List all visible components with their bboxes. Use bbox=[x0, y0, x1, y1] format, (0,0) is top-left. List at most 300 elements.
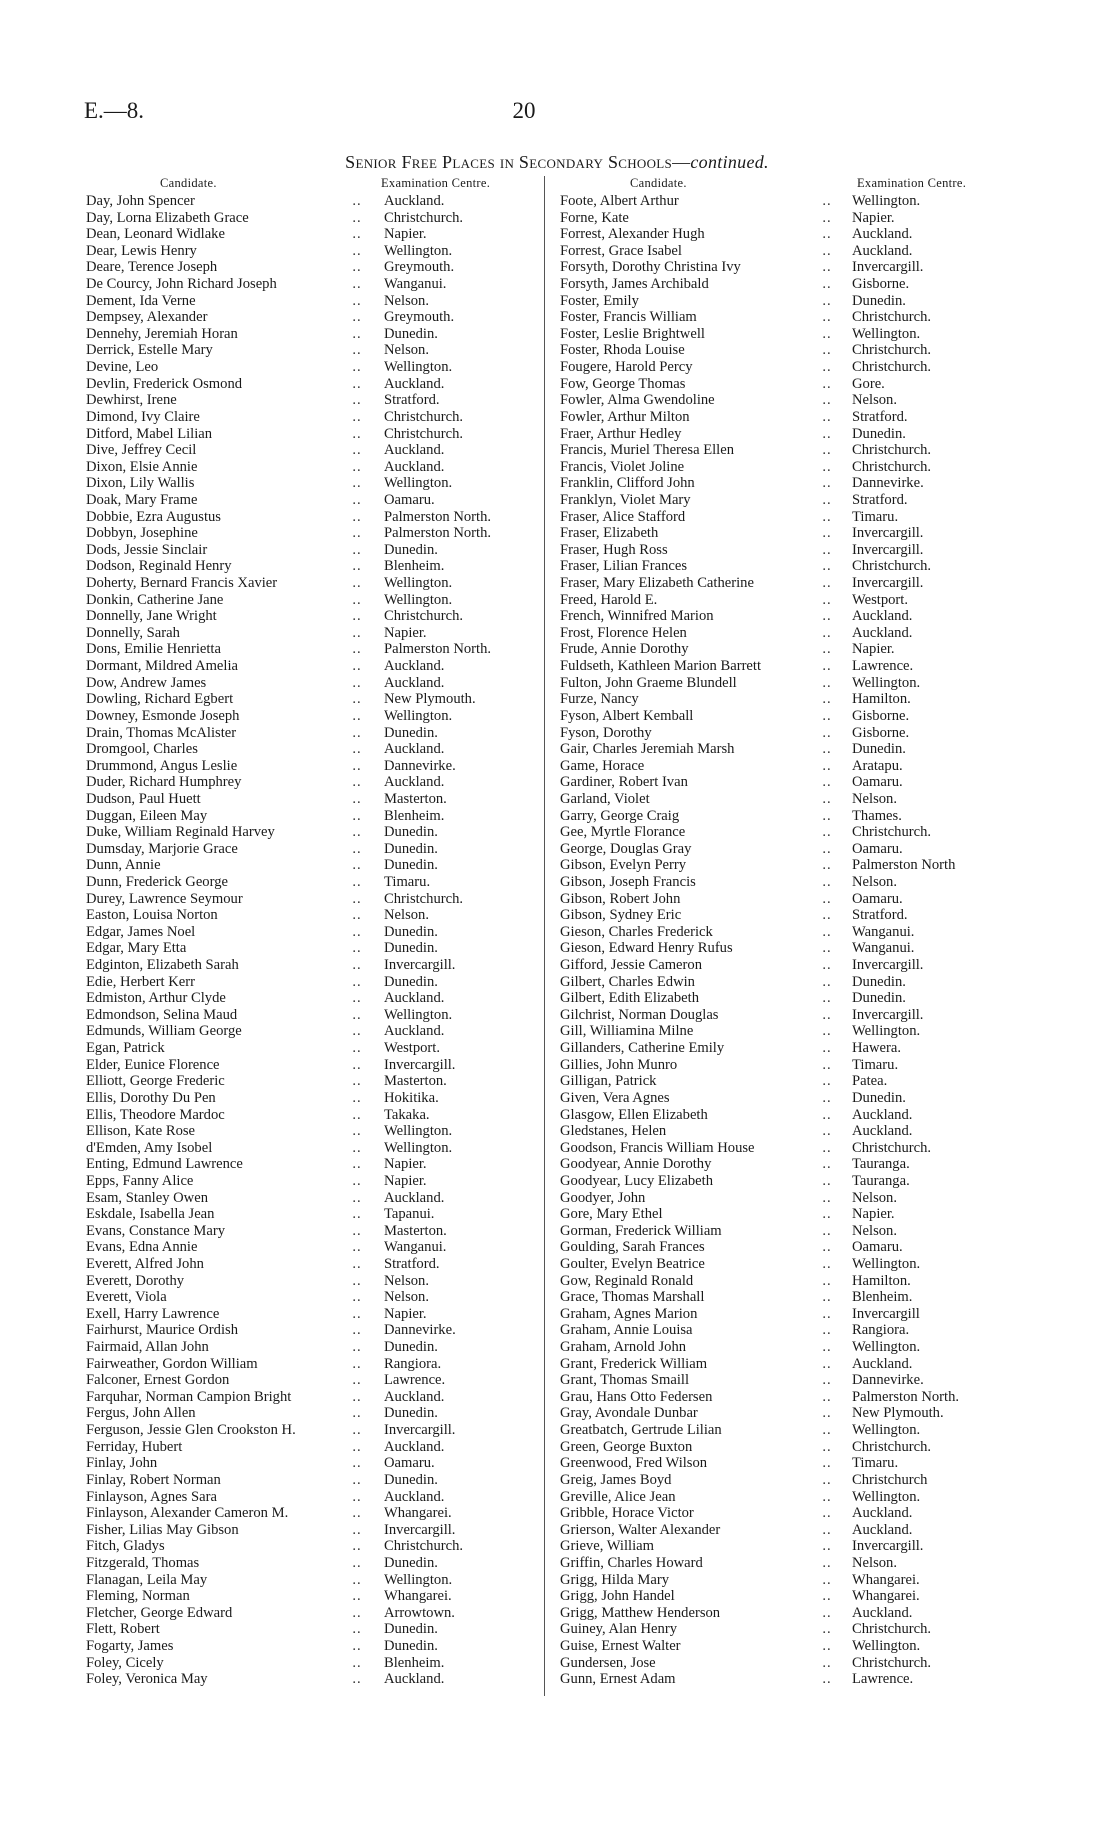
leader-dots: .. bbox=[822, 1571, 832, 1588]
list-item bbox=[560, 907, 1000, 924]
examination-centre: Dunedin. bbox=[852, 1089, 906, 1106]
candidate-name: Easton, Louisa Norton bbox=[86, 907, 218, 924]
list-item bbox=[86, 725, 526, 742]
examination-centre: Dunedin. bbox=[384, 923, 438, 940]
candidate-name: Dobbie, Ezra Augustus bbox=[86, 508, 221, 525]
examination-centre: Wanganui. bbox=[852, 940, 915, 957]
leader-dots: .. bbox=[352, 375, 362, 392]
candidate-name: Day, Lorna Elizabeth Grace bbox=[86, 209, 249, 226]
left-column-header bbox=[86, 176, 526, 193]
leader-dots: .. bbox=[352, 1289, 362, 1306]
list-item bbox=[560, 808, 1000, 825]
list-item bbox=[86, 924, 526, 941]
list-item bbox=[86, 774, 526, 791]
candidate-name: Devlin, Frederick Osmond bbox=[86, 375, 243, 392]
leader-dots: .. bbox=[352, 292, 362, 309]
examination-centre: Auckland. bbox=[384, 658, 445, 675]
list-item bbox=[86, 243, 526, 260]
candidate-name: Graham, Agnes Marion bbox=[560, 1305, 698, 1322]
leader-dots: .. bbox=[822, 1654, 832, 1671]
list-item bbox=[86, 1140, 526, 1157]
examination-centre: Dunedin. bbox=[384, 1471, 438, 1488]
leader-dots: .. bbox=[352, 857, 362, 874]
leader-dots: .. bbox=[352, 724, 362, 741]
list-item bbox=[86, 1455, 526, 1472]
leader-dots: .. bbox=[822, 907, 832, 924]
leader-dots: .. bbox=[352, 790, 362, 807]
list-item bbox=[86, 392, 526, 409]
examination-centre: Napier. bbox=[852, 641, 895, 658]
examination-centre: Westport. bbox=[852, 591, 908, 608]
list-item bbox=[560, 1638, 1000, 1655]
list-item bbox=[560, 1040, 1000, 1057]
list-item bbox=[560, 1372, 1000, 1389]
leader-dots: .. bbox=[352, 873, 362, 890]
candidate-name: Francis, Violet Joline bbox=[560, 458, 685, 475]
examination-centre: Christchurch. bbox=[384, 425, 464, 442]
examination-centre: Dannevirke. bbox=[852, 475, 924, 492]
candidate-name: Evans, Constance Mary bbox=[86, 1222, 226, 1239]
leader-dots: .. bbox=[822, 1322, 832, 1339]
list-item bbox=[560, 1555, 1000, 1572]
list-item bbox=[86, 1173, 526, 1190]
leader-dots: .. bbox=[352, 1239, 362, 1256]
list-item bbox=[560, 957, 1000, 974]
list-item bbox=[560, 1356, 1000, 1373]
examination-centre: Dunedin. bbox=[384, 1405, 438, 1422]
list-item bbox=[560, 1173, 1000, 1190]
leader-dots: .. bbox=[822, 1405, 832, 1422]
leader-dots: .. bbox=[352, 525, 362, 542]
leader-dots: .. bbox=[352, 641, 362, 658]
leader-dots: .. bbox=[352, 608, 362, 625]
list-item bbox=[86, 1073, 526, 1090]
examination-centre: Napier. bbox=[384, 624, 427, 641]
candidate-name: Gibson, Robert John bbox=[560, 890, 681, 907]
leader-dots: .. bbox=[352, 1023, 362, 1040]
examination-centre: Oamaru. bbox=[384, 1455, 435, 1472]
examination-centre: Invercargill. bbox=[384, 957, 456, 974]
list-item bbox=[560, 1572, 1000, 1589]
candidate-name: Epps, Fanny Alice bbox=[86, 1172, 194, 1189]
candidate-name: Fowler, Arthur Milton bbox=[560, 408, 690, 425]
leader-dots: .. bbox=[822, 1172, 832, 1189]
candidate-name: Griffin, Charles Howard bbox=[560, 1554, 703, 1571]
section-title bbox=[0, 152, 1114, 173]
examination-centre: Nelson. bbox=[852, 1189, 897, 1206]
examination-centre: Wellington. bbox=[384, 575, 453, 592]
candidate-name: Finlay, Robert Norman bbox=[86, 1471, 221, 1488]
list-item bbox=[560, 193, 1000, 210]
examination-centre: Dunedin. bbox=[384, 1554, 438, 1571]
examination-centre: Auckland. bbox=[384, 375, 445, 392]
candidate-name: Donkin, Catherine Jane bbox=[86, 591, 224, 608]
list-item bbox=[560, 1455, 1000, 1472]
candidate-name: Franklyn, Violet Mary bbox=[560, 491, 691, 508]
leader-dots: .. bbox=[352, 1189, 362, 1206]
leader-dots: .. bbox=[822, 990, 832, 1007]
candidate-name: Dods, Jessie Sinclair bbox=[86, 541, 208, 558]
leader-dots: .. bbox=[822, 1505, 832, 1522]
candidate-name: Esam, Stanley Owen bbox=[86, 1189, 208, 1206]
leader-dots: .. bbox=[822, 1355, 832, 1372]
list-item bbox=[560, 459, 1000, 476]
leader-dots: .. bbox=[352, 1455, 362, 1472]
examination-centre: Christchurch. bbox=[852, 458, 932, 475]
leader-dots: .. bbox=[352, 658, 362, 675]
leader-dots: .. bbox=[822, 1339, 832, 1356]
examination-centre: Nelson. bbox=[384, 292, 429, 309]
list-item bbox=[86, 1040, 526, 1057]
leader-dots: .. bbox=[822, 1455, 832, 1472]
leader-dots: .. bbox=[352, 541, 362, 558]
candidate-name: Goulding, Sarah Frances bbox=[560, 1239, 705, 1256]
list-item bbox=[560, 1223, 1000, 1240]
leader-dots: .. bbox=[352, 840, 362, 857]
list-item bbox=[560, 1023, 1000, 1040]
leader-dots: .. bbox=[822, 691, 832, 708]
list-item bbox=[560, 376, 1000, 393]
examination-centre: Wellington. bbox=[384, 1123, 453, 1140]
candidate-name: Evans, Edna Annie bbox=[86, 1239, 198, 1256]
candidate-name: Fougere, Harold Percy bbox=[560, 359, 693, 376]
list-item bbox=[560, 1256, 1000, 1273]
examination-centre: Auckland. bbox=[384, 674, 445, 691]
list-item bbox=[86, 558, 526, 575]
list-item bbox=[86, 874, 526, 891]
list-item bbox=[560, 1140, 1000, 1157]
list-item bbox=[86, 1372, 526, 1389]
examination-centre: New Plymouth. bbox=[852, 1405, 944, 1422]
leader-dots: .. bbox=[352, 1073, 362, 1090]
examination-centre: Napier. bbox=[384, 1305, 427, 1322]
leader-dots: .. bbox=[822, 1239, 832, 1256]
leader-dots: .. bbox=[822, 1671, 832, 1688]
leader-dots: .. bbox=[822, 1422, 832, 1439]
centre-header: Examination Centre. bbox=[381, 176, 491, 190]
list-item bbox=[86, 1023, 526, 1040]
candidate-name: Gundersen, Jose bbox=[560, 1654, 656, 1671]
candidate-name: Doak, Mary Frame bbox=[86, 491, 198, 508]
examination-centre: Nelson. bbox=[852, 1554, 897, 1571]
candidate-name: Fyson, Albert Kemball bbox=[560, 707, 694, 724]
list-item bbox=[86, 492, 526, 509]
list-item bbox=[560, 309, 1000, 326]
candidate-name: Finlay, John bbox=[86, 1455, 158, 1472]
candidate-name: Dunn, Annie bbox=[86, 857, 161, 874]
leader-dots: .. bbox=[822, 1123, 832, 1140]
candidate-name: Everett, Viola bbox=[86, 1289, 167, 1306]
list-item bbox=[560, 1123, 1000, 1140]
candidate-name: Guise, Ernest Walter bbox=[560, 1638, 681, 1655]
leader-dots: .. bbox=[822, 940, 832, 957]
leader-dots: .. bbox=[822, 259, 832, 276]
examination-centre: Christchurch. bbox=[384, 608, 464, 625]
examination-centre: Auckland. bbox=[852, 242, 913, 259]
leader-dots: .. bbox=[352, 359, 362, 376]
leader-dots: .. bbox=[822, 325, 832, 342]
list-item bbox=[560, 1405, 1000, 1422]
list-item bbox=[86, 1538, 526, 1555]
examination-centre: Wanganui. bbox=[384, 1239, 447, 1256]
list-item bbox=[560, 442, 1000, 459]
examination-centre: Auckland. bbox=[384, 1438, 445, 1455]
examination-centre: Christchurch. bbox=[384, 1538, 464, 1555]
examination-centre: Masterton. bbox=[384, 1222, 447, 1239]
examination-centre: Christchurch bbox=[852, 1471, 928, 1488]
candidate-name: Everett, Alfred John bbox=[86, 1256, 204, 1272]
leader-dots: .. bbox=[822, 857, 832, 874]
candidate-name: Dixon, Elsie Annie bbox=[86, 458, 198, 475]
list-item bbox=[86, 940, 526, 957]
examination-centre: Hamilton. bbox=[852, 1272, 911, 1289]
candidate-name: Dowling, Richard Egbert bbox=[86, 691, 234, 708]
candidate-name: Dudson, Paul Huett bbox=[86, 790, 201, 807]
candidate-name: Gilbert, Charles Edwin bbox=[560, 973, 695, 990]
examination-centre: Wanganui. bbox=[384, 276, 447, 293]
leader-dots: .. bbox=[352, 508, 362, 525]
candidate-name: Glasgow, Ellen Elizabeth bbox=[560, 1106, 708, 1123]
candidate-name: Dunn, Frederick George bbox=[86, 873, 228, 890]
examination-centre: Dunedin. bbox=[384, 1638, 438, 1655]
list-item bbox=[86, 974, 526, 991]
candidate-name: Edginton, Elizabeth Sarah bbox=[86, 957, 239, 974]
examination-centre: Timaru. bbox=[852, 508, 899, 525]
examination-centre: Napier. bbox=[384, 226, 427, 243]
examination-centre: Auckland. bbox=[384, 741, 445, 758]
leader-dots: .. bbox=[822, 558, 832, 575]
leader-dots: .. bbox=[822, 790, 832, 807]
left-column bbox=[86, 176, 526, 1688]
leader-dots: .. bbox=[822, 1040, 832, 1057]
leader-dots: .. bbox=[822, 807, 832, 824]
leader-dots: .. bbox=[822, 525, 832, 542]
candidate-name: Game, Horace bbox=[560, 757, 645, 774]
examination-centre: Nelson. bbox=[852, 1222, 897, 1239]
list-item bbox=[86, 326, 526, 343]
candidate-name: Guiney, Alan Henry bbox=[560, 1621, 677, 1638]
candidate-name: Foley, Cicely bbox=[86, 1654, 164, 1671]
candidate-name: Foley, Veronica May bbox=[86, 1671, 208, 1688]
examination-centre: Auckland. bbox=[852, 1604, 913, 1621]
leader-dots: .. bbox=[352, 1139, 362, 1156]
examination-centre: Wellington. bbox=[384, 1006, 453, 1023]
leader-dots: .. bbox=[352, 923, 362, 940]
leader-dots: .. bbox=[352, 425, 362, 442]
examination-centre: Dunedin. bbox=[384, 541, 438, 558]
examination-centre: Invercargill. bbox=[852, 541, 924, 558]
leader-dots: .. bbox=[822, 1521, 832, 1538]
leader-dots: .. bbox=[822, 1554, 832, 1571]
candidate-name: Grant, Thomas Smaill bbox=[560, 1372, 690, 1389]
leader-dots: .. bbox=[352, 1488, 362, 1505]
leader-dots: .. bbox=[352, 824, 362, 841]
candidate-name: Gibson, Evelyn Perry bbox=[560, 857, 687, 874]
leader-dots: .. bbox=[352, 807, 362, 824]
candidate-name: Forsyth, James Archibald bbox=[560, 276, 709, 293]
list-item bbox=[86, 442, 526, 459]
candidate-name: Gillies, John Munro bbox=[560, 1056, 678, 1073]
list-item bbox=[86, 1588, 526, 1605]
leader-dots: .. bbox=[822, 342, 832, 359]
leader-dots: .. bbox=[822, 973, 832, 990]
examination-centre: Auckland. bbox=[852, 1505, 913, 1522]
candidate-name: Dodson, Reginald Henry bbox=[86, 558, 232, 575]
list-item bbox=[560, 1422, 1000, 1439]
examination-centre: Greymouth. bbox=[384, 309, 455, 326]
leader-dots: .. bbox=[352, 1372, 362, 1389]
leader-dots: .. bbox=[352, 1089, 362, 1106]
list-item bbox=[86, 990, 526, 1007]
leader-dots: .. bbox=[352, 1056, 362, 1073]
examination-centre: Dunedin. bbox=[384, 973, 438, 990]
candidate-name: Forrest, Grace Isabel bbox=[560, 242, 682, 259]
page-number: 20 bbox=[512, 98, 536, 123]
examination-centre: Auckland. bbox=[384, 1671, 445, 1688]
candidate-name: Duggan, Eileen May bbox=[86, 807, 208, 824]
examination-centre: Wellington. bbox=[384, 591, 453, 608]
examination-centre: Invercargill. bbox=[384, 1056, 456, 1073]
list-item bbox=[86, 475, 526, 492]
examination-centre: Invercargill bbox=[852, 1305, 920, 1322]
examination-centre: Dunedin. bbox=[852, 973, 906, 990]
examination-centre: Invercargill. bbox=[852, 575, 924, 592]
list-item bbox=[86, 1206, 526, 1223]
list-item bbox=[560, 509, 1000, 526]
examination-centre: Tapanui. bbox=[384, 1206, 435, 1223]
list-item bbox=[86, 1239, 526, 1256]
list-item bbox=[86, 342, 526, 359]
candidate-name: Gore, Mary Ethel bbox=[560, 1206, 663, 1223]
examination-centre: Invercargill. bbox=[852, 525, 924, 542]
candidate-name: Grant, Frederick William bbox=[560, 1355, 708, 1372]
examination-centre: Thames. bbox=[852, 807, 902, 824]
leader-dots: .. bbox=[822, 276, 832, 293]
leader-dots: .. bbox=[352, 990, 362, 1007]
examination-centre: Dannevirke. bbox=[852, 1372, 924, 1389]
examination-centre: Lawrence. bbox=[384, 1372, 446, 1389]
examination-centre: Christchurch. bbox=[852, 1621, 932, 1638]
candidate-name: Grierson, Walter Alexander bbox=[560, 1521, 721, 1538]
leader-dots: .. bbox=[352, 707, 362, 724]
leader-dots: .. bbox=[822, 873, 832, 890]
list-item bbox=[560, 1057, 1000, 1074]
list-item bbox=[560, 1239, 1000, 1256]
examination-centre: Stratford. bbox=[852, 408, 908, 425]
examination-centre: Auckland. bbox=[384, 442, 445, 459]
list-item bbox=[560, 841, 1000, 858]
candidate-name: Fletcher, George Edward bbox=[86, 1604, 233, 1621]
candidate-name: Fraser, Lilian Frances bbox=[560, 558, 688, 575]
leader-dots: .. bbox=[352, 1272, 362, 1289]
candidate-name: Everett, Dorothy bbox=[86, 1272, 185, 1289]
candidate-name: Grace, Thomas Marshall bbox=[560, 1289, 705, 1306]
leader-dots: .. bbox=[352, 309, 362, 326]
candidate-name: Freed, Harold E. bbox=[560, 591, 658, 608]
candidate-name: Dewhirst, Irene bbox=[86, 392, 177, 409]
examination-centre: Whangarei. bbox=[384, 1588, 452, 1605]
leader-dots: .. bbox=[352, 1554, 362, 1571]
examination-centre: Timaru. bbox=[384, 873, 431, 890]
leader-dots: .. bbox=[822, 591, 832, 608]
examination-centre: Whangarei. bbox=[852, 1571, 920, 1588]
leader-dots: .. bbox=[822, 1256, 832, 1272]
candidate-name: Gibson, Joseph Francis bbox=[560, 873, 696, 890]
examination-centre: Christchurch. bbox=[852, 359, 932, 376]
list-item bbox=[86, 1422, 526, 1439]
list-item bbox=[86, 824, 526, 841]
candidate-name: Enting, Edmund Lawrence bbox=[86, 1156, 243, 1173]
candidate-name: Finlayson, Agnes Sara bbox=[86, 1488, 217, 1505]
list-item bbox=[86, 359, 526, 376]
leader-dots: .. bbox=[352, 973, 362, 990]
examination-centre: Dunedin. bbox=[852, 292, 906, 309]
list-item bbox=[86, 1007, 526, 1024]
leader-dots: .. bbox=[822, 1638, 832, 1655]
candidate-name: Foote, Albert Arthur bbox=[560, 193, 679, 209]
list-item bbox=[86, 758, 526, 775]
list-item bbox=[560, 1588, 1000, 1605]
leader-dots: .. bbox=[352, 674, 362, 691]
list-item bbox=[86, 1405, 526, 1422]
page-header bbox=[84, 98, 964, 128]
candidate-name: French, Winnifred Marion bbox=[560, 608, 714, 625]
leader-dots: .. bbox=[352, 957, 362, 974]
candidate-name: Gill, Williamina Milne bbox=[560, 1023, 694, 1040]
examination-centre: Patea. bbox=[852, 1073, 888, 1090]
candidate-name: Dow, Andrew James bbox=[86, 674, 207, 691]
candidate-name: Gray, Avondale Dunbar bbox=[560, 1405, 698, 1422]
examination-centre: Greymouth. bbox=[384, 259, 455, 276]
leader-dots: .. bbox=[822, 508, 832, 525]
candidate-name: Gribble, Horace Victor bbox=[560, 1505, 694, 1522]
list-item bbox=[560, 1605, 1000, 1622]
examination-centre: Invercargill. bbox=[852, 1006, 924, 1023]
candidate-name: Ellison, Kate Rose bbox=[86, 1123, 196, 1140]
candidate-name: Dement, Ida Verne bbox=[86, 292, 196, 309]
list-item bbox=[560, 542, 1000, 559]
candidate-name: Frost, Florence Helen bbox=[560, 624, 687, 641]
leader-dots: .. bbox=[352, 890, 362, 907]
list-item bbox=[86, 1472, 526, 1489]
examination-centre: Dunedin. bbox=[384, 857, 438, 874]
left-entry-list bbox=[86, 193, 526, 1688]
list-item bbox=[560, 210, 1000, 227]
list-item bbox=[560, 1655, 1000, 1672]
list-item bbox=[86, 259, 526, 276]
examination-centre: Dunedin. bbox=[384, 840, 438, 857]
leader-dots: .. bbox=[822, 641, 832, 658]
list-item bbox=[560, 1007, 1000, 1024]
examination-centre: Dunedin. bbox=[384, 1621, 438, 1638]
list-item bbox=[560, 392, 1000, 409]
list-item bbox=[86, 1572, 526, 1589]
list-item bbox=[560, 708, 1000, 725]
list-item bbox=[86, 841, 526, 858]
leader-dots: .. bbox=[352, 1621, 362, 1638]
leader-dots: .. bbox=[822, 658, 832, 675]
examination-centre: Nelson. bbox=[852, 873, 897, 890]
leader-dots: .. bbox=[352, 259, 362, 276]
list-item bbox=[560, 1107, 1000, 1124]
examination-centre: Dunedin. bbox=[384, 724, 438, 741]
leader-dots: .. bbox=[352, 757, 362, 774]
leader-dots: .. bbox=[822, 923, 832, 940]
leader-dots: .. bbox=[822, 1139, 832, 1156]
candidate-name: Donnelly, Sarah bbox=[86, 624, 180, 641]
leader-dots: .. bbox=[822, 359, 832, 376]
list-item bbox=[560, 974, 1000, 991]
